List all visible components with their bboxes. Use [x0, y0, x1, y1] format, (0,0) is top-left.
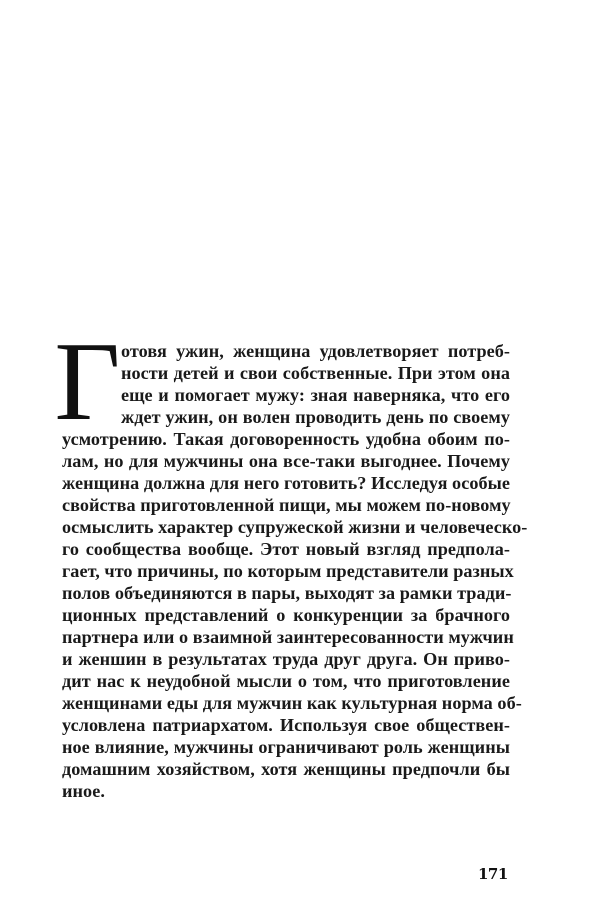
text-line: ждет ужин, он волен проводить день по своему — [121, 407, 510, 427]
text-line: условлена патриархатом. Используя свое обществен- — [62, 715, 510, 735]
text-line: женщинами еды для мужчин как культурная норма об- — [62, 693, 522, 713]
drop-cap: Г — [54, 320, 121, 444]
text-line: женщина должна для него готовить? Исследуя особые — [62, 473, 510, 493]
text-line: ное влияние, мужчины ограничивают роль женщины — [62, 737, 510, 757]
page-number: 171 — [478, 865, 508, 883]
text-line: полов объединяются в пары, выходят за рамки тради- — [62, 583, 512, 603]
text-line: домашним хозяйством, хотя женщины предпочли бы — [62, 759, 510, 779]
text-line: усмотрению. Такая договоренность удобна обоим по- — [62, 429, 510, 449]
text-line: гает, что причины, по которым представители разных — [62, 561, 514, 581]
text-line: и женшин в результатах труда друг друга. Он приво- — [62, 649, 510, 669]
text-line: еще и помогает мужу: зная наверняка, что его — [121, 385, 510, 405]
text-line: ности детей и свои собственные. При этом она — [121, 363, 510, 383]
text-line: партнера или о взаимной заинтересованности мужчин — [62, 627, 514, 647]
text-line: дит нас к неудобной мысли о том, что приготовление — [62, 671, 510, 691]
text-line: осмыслить характер супружеской жизни и человеческо- — [62, 517, 528, 537]
text-line: свойства приготовленной пищи, мы можем по-новому — [62, 495, 511, 515]
text-line: иное. — [62, 781, 105, 801]
text-line: ционных представлений о конкуренции за брачного — [62, 605, 510, 625]
text-line: лам, но для мужчины она все-таки выгоднее. Почему — [62, 451, 510, 471]
text-line: отовя ужин, женщина удовлетворяет потреб- — [121, 341, 510, 361]
text-line: го сообщества вообще. Этот новый взгляд предпола- — [62, 539, 510, 559]
